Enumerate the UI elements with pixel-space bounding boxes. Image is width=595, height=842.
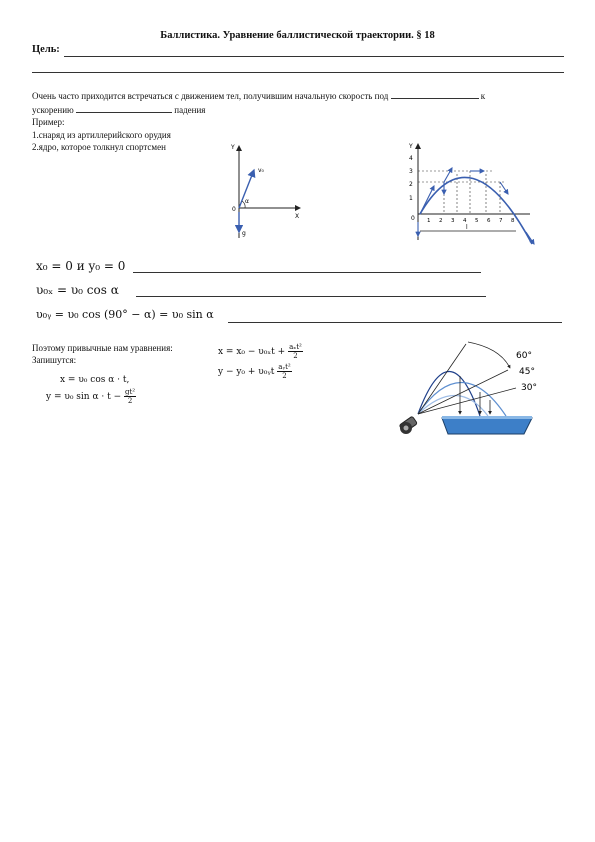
angle-label-60: 60° bbox=[516, 351, 532, 361]
formula-2-answer-line[interactable] bbox=[136, 296, 486, 297]
usual-eq-x: x = x₀ − υ₀ₓt + $\frac{\text{aₓt²}}{2}$ bbox=[218, 343, 302, 360]
usual-equations-text: Поэтому привычные нам уравнения: bbox=[32, 343, 173, 353]
x-tick-5: 5 bbox=[475, 218, 479, 224]
gravity-label: g bbox=[242, 230, 246, 237]
origin-label: 0 bbox=[411, 215, 415, 222]
formula-vx: υ₀ₓ = υ₀ cos α bbox=[36, 283, 119, 297]
y-tick-4: 4 bbox=[409, 155, 413, 162]
formula-1-answer-line[interactable] bbox=[133, 272, 481, 273]
intro-text-3: ускорению bbox=[32, 104, 74, 115]
example-item-1: 1.снаряд из артиллерийского орудия bbox=[32, 130, 171, 140]
angle-label: α bbox=[245, 198, 249, 205]
intro-text-2: к bbox=[480, 91, 486, 101]
axis-x-label: X bbox=[295, 213, 300, 220]
axis-y-label: Y bbox=[231, 144, 235, 151]
formula-3-answer-line[interactable] bbox=[228, 322, 562, 323]
axis-y-label: Y bbox=[409, 143, 413, 150]
formula-vy: υ₀ᵧ = υ₀ cos (90° − α) = υ₀ sin α bbox=[36, 308, 214, 321]
velocity-diagram bbox=[226, 140, 306, 242]
intro-text-4: падения bbox=[174, 104, 206, 115]
angle-label-30: 30° bbox=[521, 383, 537, 393]
formula-initial-coords: x₀ = 0 и y₀ = 0 bbox=[36, 259, 126, 273]
written-eq-y-fraction: $\frac{\text{gt²}}{2}$ bbox=[125, 388, 136, 405]
velocity-label: v₀ bbox=[258, 167, 264, 174]
intro-blank-angle[interactable] bbox=[391, 89, 479, 99]
trajectory-curve bbox=[420, 177, 532, 244]
y-tick-3: 3 bbox=[409, 168, 413, 175]
x-tick-1: 1 bbox=[427, 218, 431, 224]
written-eq-y: y = υ₀ sin α · t − $\frac{\text{gt²}}{2}$ bbox=[46, 388, 136, 405]
page-title: Баллистика. Уравнение баллистической траектории. § 18 bbox=[160, 30, 435, 41]
usual-eq-x-fraction: $\frac{\text{aₓt²}}{2}$ bbox=[289, 343, 302, 360]
x-tick-4: 4 bbox=[463, 218, 467, 224]
water-tank bbox=[442, 418, 532, 434]
x-tick-7: 7 bbox=[499, 218, 503, 224]
written-equations-formula bbox=[46, 372, 136, 405]
angle-label-45: 45° bbox=[519, 367, 535, 377]
intro-blank-acceleration[interactable] bbox=[76, 103, 172, 113]
nozzle bbox=[399, 416, 417, 434]
goal-line-2 bbox=[32, 72, 564, 73]
intro-paragraph bbox=[32, 89, 562, 116]
x-tick-2: 2 bbox=[439, 218, 443, 224]
angle-arc bbox=[468, 342, 510, 368]
x-tick-3: 3 bbox=[451, 218, 455, 224]
goal-label: Цель: bbox=[32, 44, 60, 55]
trajectory-diagram bbox=[404, 140, 548, 246]
examples-heading: Пример: bbox=[32, 117, 65, 127]
usual-equations-formula bbox=[218, 342, 303, 382]
usual-eq-y: y − y₀ + υ₀ᵧt $\frac{\text{aᵧt²}}{2}$ bbox=[218, 363, 291, 380]
goal-line-1 bbox=[64, 56, 564, 57]
intro-text-1: Очень часто приходится встречаться с движением тел, получившим начальную скорость под bbox=[32, 91, 389, 101]
y-tick-1: 1 bbox=[409, 195, 413, 202]
water-jet-diagram bbox=[388, 330, 560, 444]
x-tick-6: 6 bbox=[487, 218, 491, 224]
y-tick-2: 2 bbox=[409, 181, 413, 188]
written-as-text: Запишутся: bbox=[32, 355, 77, 365]
origin-label: 0 bbox=[232, 206, 236, 213]
written-eq-x: x = υ₀ cos α · t, bbox=[60, 375, 130, 385]
water-surface bbox=[442, 416, 532, 419]
example-item-2: 2.ядро, которое толкнул спортсмен bbox=[32, 142, 166, 152]
angle-lines bbox=[418, 344, 516, 414]
range-label: l bbox=[466, 224, 468, 231]
x-tick-8: 8 bbox=[511, 218, 515, 224]
usual-eq-y-fraction: $\frac{\text{aᵧt²}}{2}$ bbox=[278, 363, 291, 380]
